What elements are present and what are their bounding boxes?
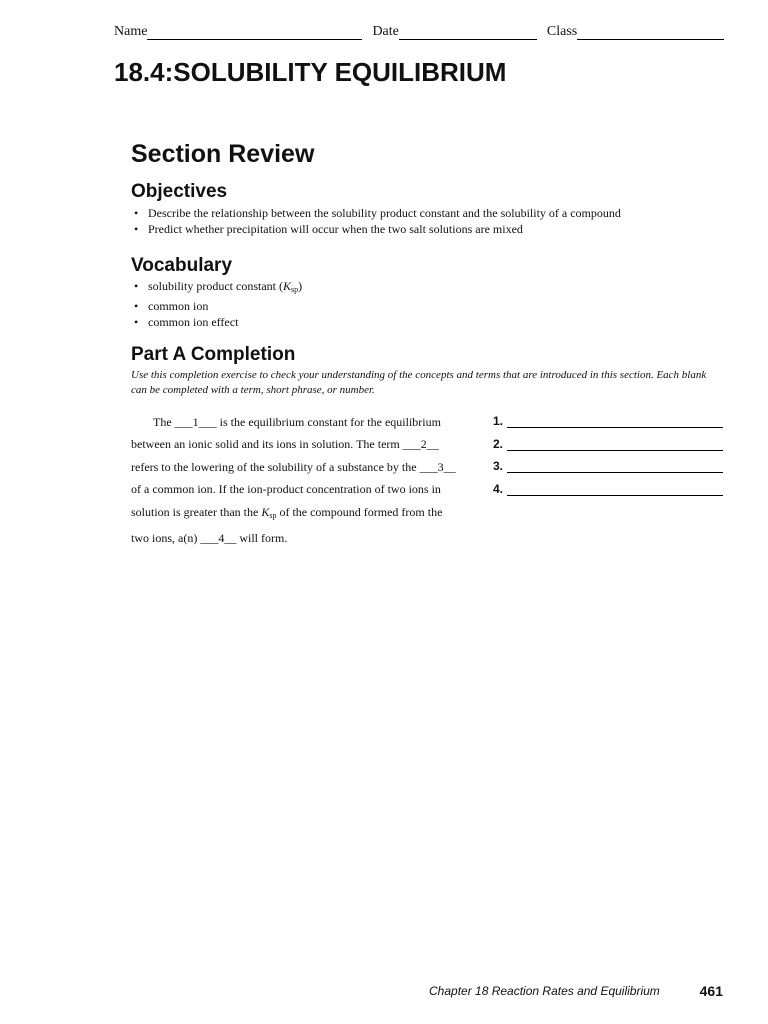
date-label: Date xyxy=(372,24,399,39)
answer-row: 1. xyxy=(493,411,723,433)
vocabulary-item: • common ion xyxy=(131,298,302,314)
answer-row: 3. xyxy=(493,456,723,478)
page-number: 461 xyxy=(699,983,723,999)
vocabulary-list xyxy=(131,278,302,330)
blank-4: ___4__ xyxy=(200,531,237,546)
objectives-list xyxy=(131,205,621,237)
answer-row: 2. xyxy=(493,433,723,455)
vocabulary-item: • solubility product constant $(K_{sp})$ xyxy=(131,278,302,298)
answer-field-1[interactable] xyxy=(507,413,723,428)
objective-item: • Describe the relationship between the solubility product constant and the solubility of a compound xyxy=(131,205,621,221)
vocabulary-heading: Vocabulary xyxy=(131,255,233,276)
part-a-heading: Part A Completion xyxy=(131,344,296,365)
part-a-instructions: Use this completion exercise to check your understanding of the concepts and terms that are introduced in this section. Each blank can be completed with a term, short phrase, or number. xyxy=(131,369,707,396)
completion-paragraph xyxy=(131,411,471,549)
blank-1: ___1___ xyxy=(174,415,217,429)
paragraph-line: solution is greater than the $K_{sp}$ of the compound formed from the xyxy=(131,504,443,520)
answer-row: 4. xyxy=(493,478,723,500)
paragraph-line: refers to the lowering of the solubility of a substance by the ___3__ xyxy=(131,459,456,474)
section-review-heading: Section Review xyxy=(131,140,315,168)
paragraph-line: between an ionic solid and its ions in solution. The term ___2__ xyxy=(131,437,439,452)
vocabulary-item: • common ion effect xyxy=(131,314,302,330)
page-title: 18.4:SOLUBILITY EQUILIBRIUM xyxy=(114,57,507,87)
date-field[interactable] xyxy=(399,25,537,40)
answer-field-4[interactable] xyxy=(507,481,723,496)
name-label: Name xyxy=(114,24,148,39)
name-field[interactable] xyxy=(147,25,362,40)
class-label: Class xyxy=(546,24,578,39)
paragraph-line: two ions, a(n) ___4__ will form. xyxy=(131,531,288,546)
answer-field-3[interactable] xyxy=(507,458,723,473)
answer-field-2[interactable] xyxy=(507,436,723,451)
answer-blanks xyxy=(493,411,723,501)
blank-3: ___3__ xyxy=(419,459,456,474)
paragraph-line: The ___1___ is the equilibrium constant for the equilibrium xyxy=(153,415,441,429)
blank-2: ___2__ xyxy=(402,437,439,452)
chapter-title: Chapter 18 Reaction Rates and Equilibrium xyxy=(429,984,660,998)
objectives-heading: Objectives xyxy=(131,181,228,202)
page-footer xyxy=(429,983,723,1001)
class-field[interactable] xyxy=(577,25,724,40)
objective-item: • Predict whether precipitation will occur when the two salt solutions are mixed xyxy=(131,221,621,237)
student-info-header xyxy=(114,22,726,40)
paragraph-line: of a common ion. If the ion-product concentration of two ions in xyxy=(131,482,441,497)
